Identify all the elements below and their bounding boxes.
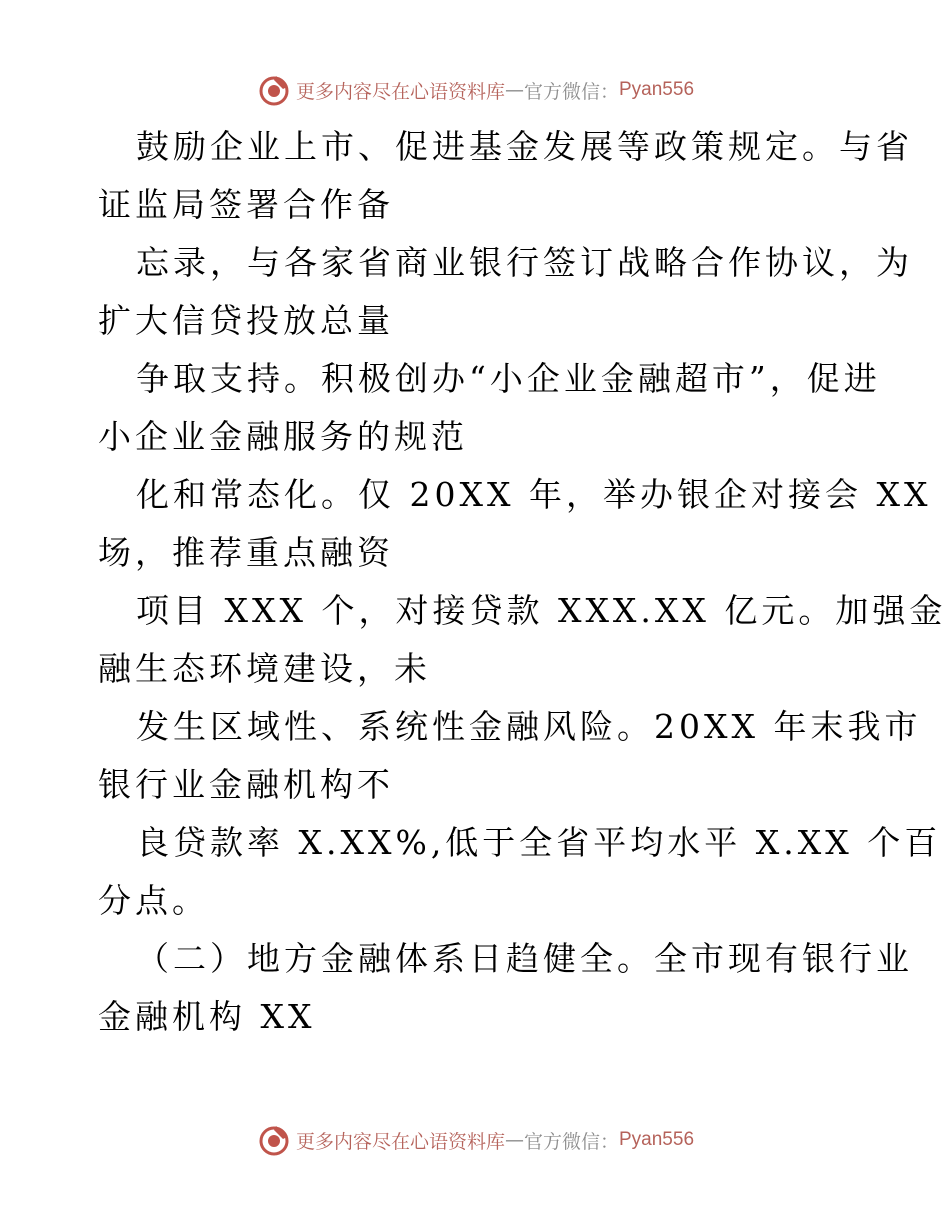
line-second: 证监局签署合作备 <box>98 185 394 224</box>
paragraph-line <box>98 814 942 930</box>
paragraph-line <box>98 698 922 814</box>
brand-logo-icon <box>256 72 292 108</box>
line-second: 融生态环境建设，未 <box>98 649 431 688</box>
line-first: 项目 XXX 个，对接贷款 XXX.XX 亿元。加强金 <box>136 591 947 630</box>
header-wechat-label: 官方微信： <box>523 80 619 103</box>
footer-banner <box>0 1120 950 1160</box>
line-first: 鼓励企业上市、促进基金发展等政策规定。与省 <box>136 127 913 166</box>
line-first: 化和常态化。仅 20XX 年，举办银企对接会 XX <box>136 475 932 514</box>
line-second: 分点。 <box>98 881 209 920</box>
paragraph-line <box>98 582 947 698</box>
document-body <box>98 118 947 1046</box>
brand-logo-icon <box>256 1122 292 1158</box>
line-second: 小企业金融服务的规范 <box>98 417 468 456</box>
line-first: 争取支持。积极创办“小企业金融超市”，促进 <box>136 359 881 398</box>
header-brand-text: 更多内容尽在心语资料库 <box>295 80 505 103</box>
header-wechat-id: Pyan556 <box>619 79 695 100</box>
line-second: 银行业金融机构不 <box>98 765 394 804</box>
footer-brand-text: 更多内容尽在心语资料库 <box>295 1130 505 1153</box>
line-second: 场，推荐重点融资 <box>98 533 394 572</box>
line-second: 扩大信贷投放总量 <box>98 301 394 340</box>
line-first: 发生区域性、系统性金融风险。20XX 年末我市 <box>136 707 922 746</box>
paragraph-line <box>98 118 913 234</box>
footer-dash: — <box>504 1129 524 1151</box>
line-first: 忘录，与各家省商业银行签订战略合作协议，为 <box>136 243 913 282</box>
header-dash: — <box>504 79 524 101</box>
paragraph-line <box>98 466 932 582</box>
line-first: （二）地方金融体系日趋健全。全市现有银行业 <box>136 939 913 978</box>
paragraph-line <box>98 234 913 350</box>
footer-wechat-id: Pyan556 <box>619 1129 695 1150</box>
line-first: 良贷款率 X.XX%,低于全省平均水平 X.XX 个百 <box>136 823 942 862</box>
paragraph-line <box>98 930 913 1046</box>
paragraph-line <box>98 350 881 466</box>
line-second: 金融机构 XX <box>98 997 316 1036</box>
footer-wechat-label: 官方微信： <box>523 1130 619 1153</box>
header-banner <box>0 70 950 110</box>
